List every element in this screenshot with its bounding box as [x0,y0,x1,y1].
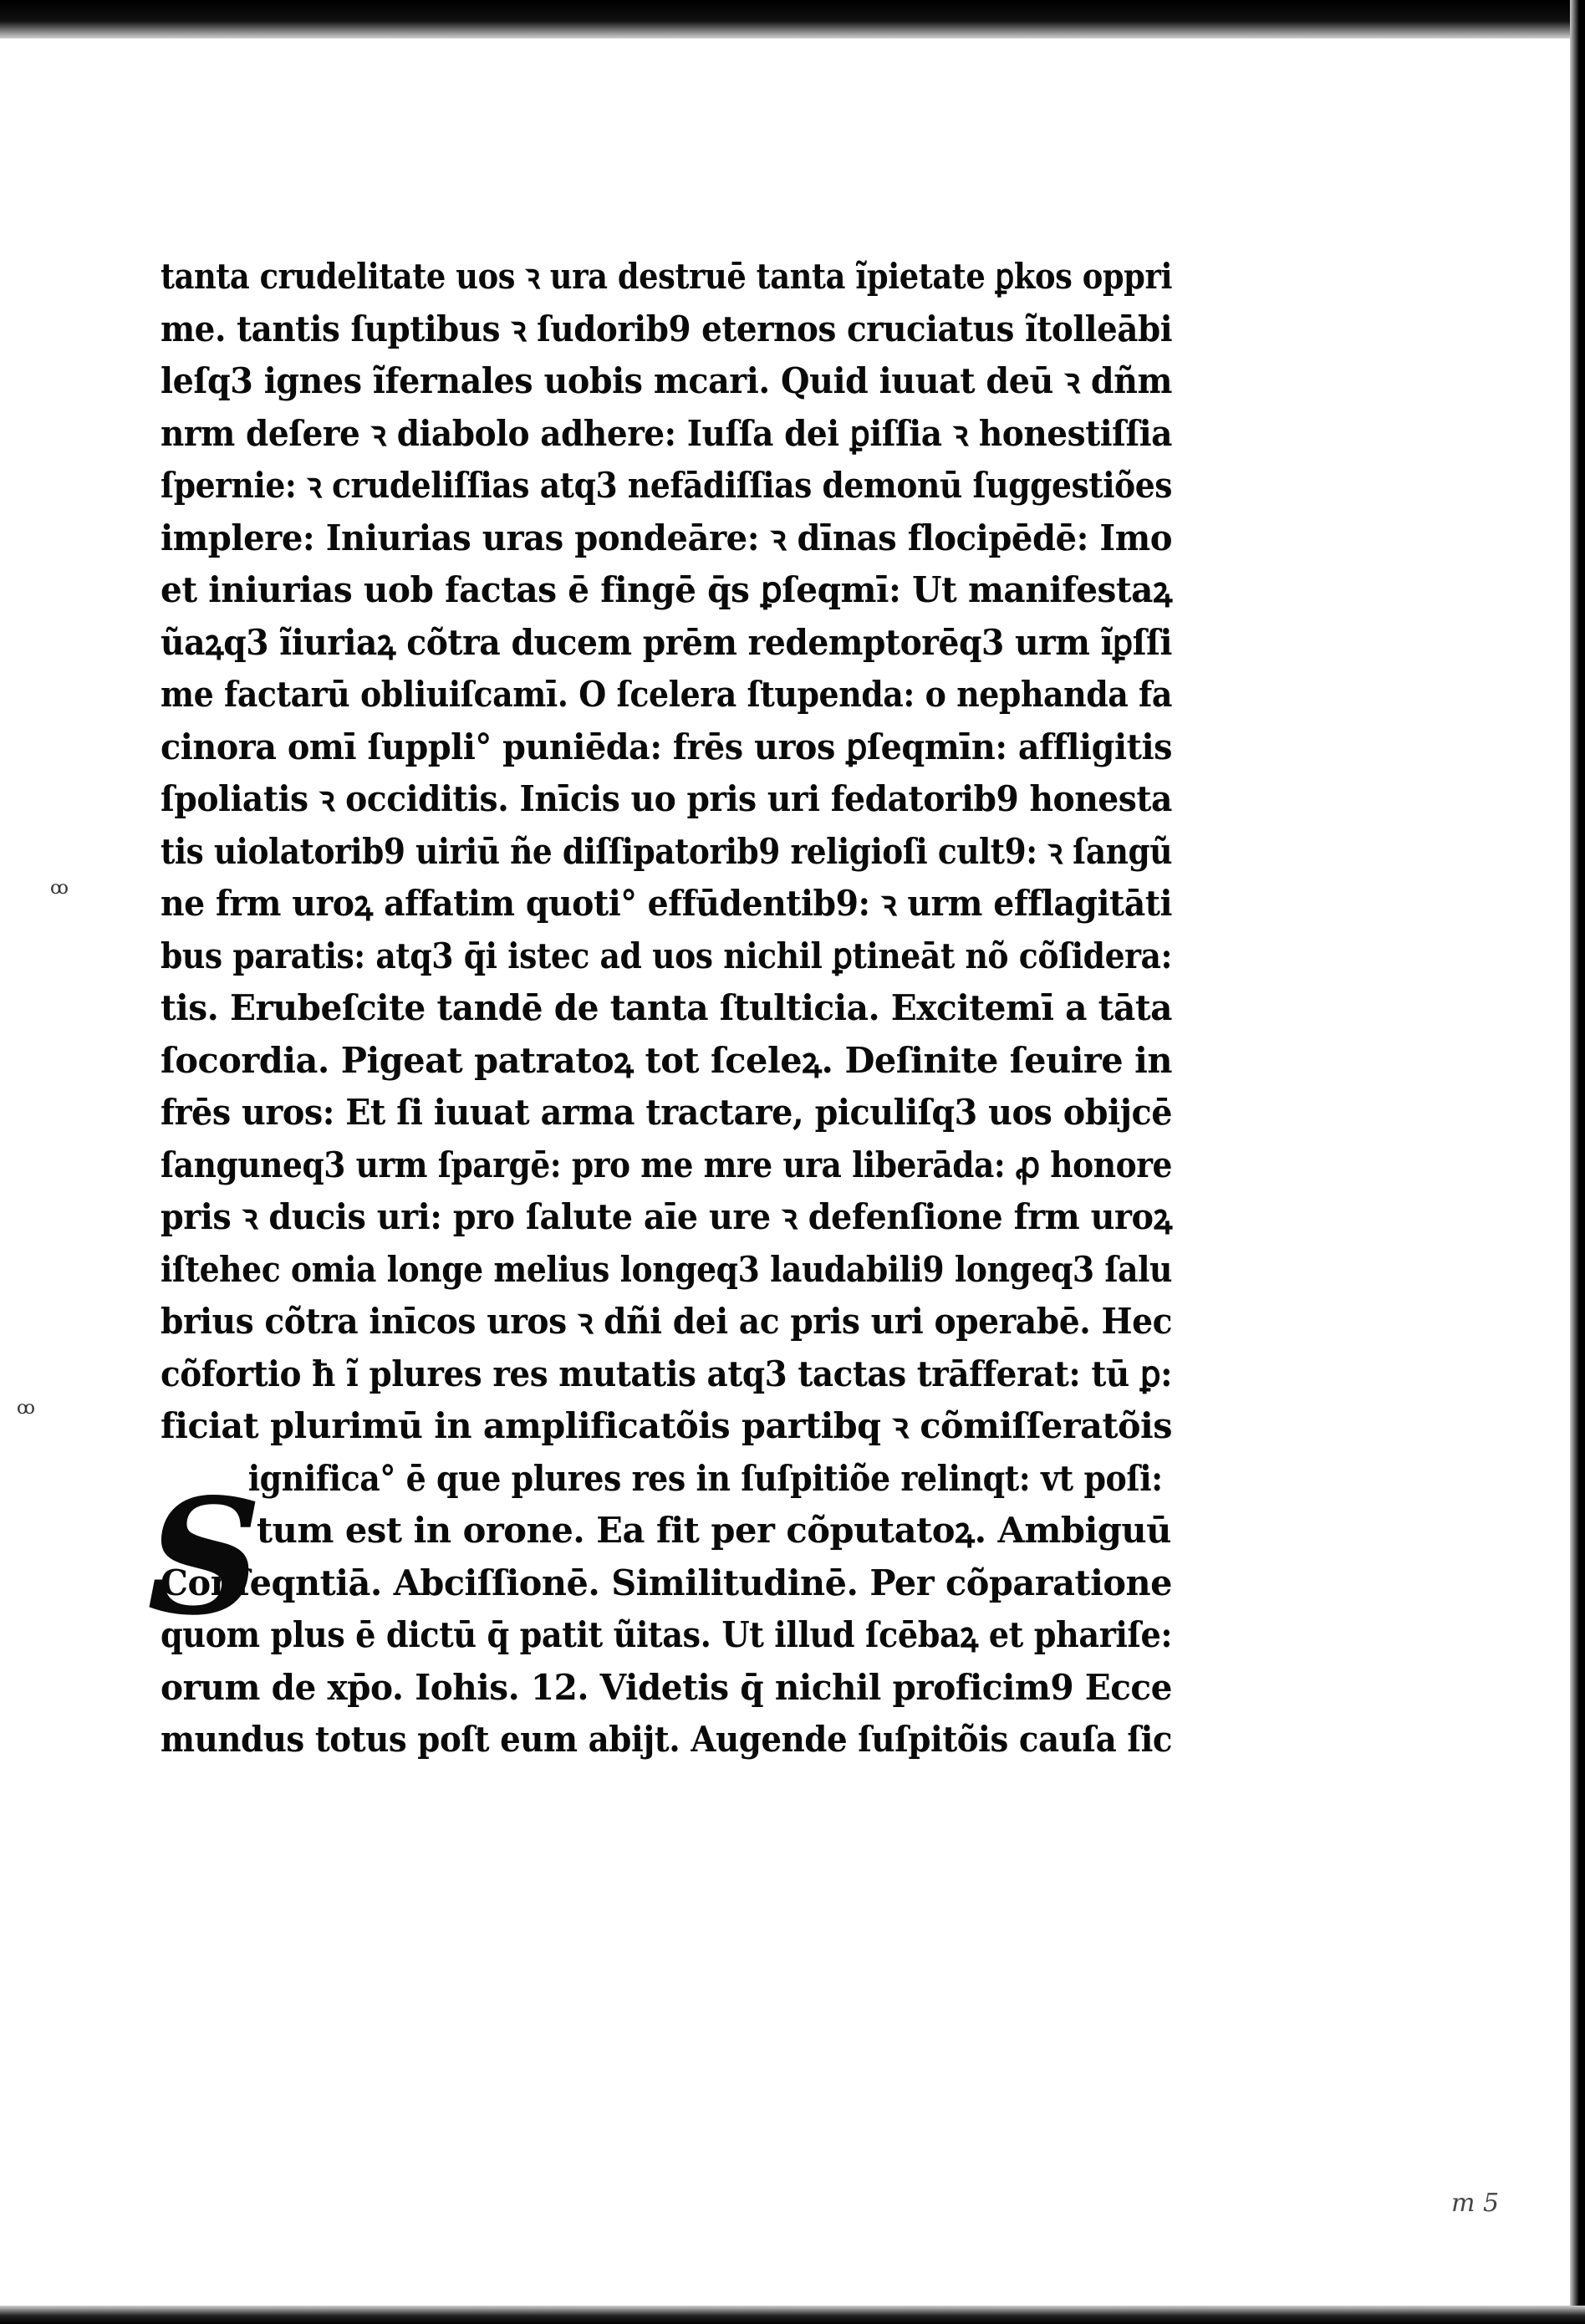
text-line: tum est in orone. Ea fit per cõputatoꝝ. Ambiguū [256,1510,1171,1551]
text-line: ſanguneq3 urm ſpargē: pro me mre ura liberāda: ꝓ honore [161,1144,1172,1185]
text-line: ficiat plurimū in amplificatõis partibq ꝛ cõmiſſeratõis [161,1405,1172,1446]
text-line: ũaꝝq3 ĩiuriaꝝ cõtra ducem prēm redemptorēq3 urm ĩꝑſſi [161,621,1172,663]
margin-mark: ꝏ [50,878,69,899]
text-line: tis uiolatorib9 uiriū ñe diſſipatorib9 religioſi cult9: ꝛ ſangũ [161,830,1172,872]
text-line: mundus totus poſt eum abijt. Augende ſuſpitõis cauſa ſic [161,1719,1172,1760]
scan-border-right [1570,0,1585,2324]
text-line: ſpernie: ꝛ crudeliſſias atq3 nefādiſſias demonū ſuggestiões [161,465,1172,506]
text-line: et iniurias uob factas ē fingē q̄s ꝑſeqmī: Ut manifestaꝝ [161,569,1172,610]
text-line: me factarū obliuiſcamī. O ſcelera ſtupenda: o nephanda fa [161,674,1172,715]
text-line: ſocordia. Pigeat patratoꝝ tot ſceleꝝ. Deſinite ſeuire in [161,1039,1172,1081]
text-line: ignifica° ē que plures res in ſuſpitiõe relinqt: vt poſi: [247,1457,1163,1499]
body-text [161,251,1172,1766]
text-line: ne frm uroꝝ affatim quoti° effūdentib9: ꝛ urm efflagitāti [161,883,1172,924]
text-line: tanta crudelitate uos ꝛ ura destruē tanta ĩpietate ꝑkos oppri [161,256,1172,297]
text-line: implere: Iniurias uras pondeāre: ꝛ dīnas flocipēdē: Imo [161,517,1172,558]
text-line: me. tantis ſuptibus ꝛ ſudorib9 eternos cruciatus ĩtolleābi [161,308,1172,349]
text-line: iſtehec omia longe melius longeq3 laudabili9 longeq3 ſalu [161,1248,1172,1290]
folio-note: m 5 [1451,2189,1500,2218]
text-line: nrm deſere ꝛ diabolo adhere: Iuſſa dei ꝑiſſia ꝛ honestiſſia [161,412,1172,454]
text-line: frēs uros: Et ſi iuuat arma tractare, piculiſq3 uos obijcē [161,1092,1172,1133]
text-line: leſq3 ignes ĩfernales uobis mcari. Quid iuuat deū ꝛ dñm [161,360,1172,401]
text-line: cõfortio ħ ĩ plures res mutatis atq3 tactas trāfferat: tū ꝑ: [161,1353,1172,1394]
text-line: brius cõtra inīcos uros ꝛ dñi dei ac pris uri operabē. Hec [161,1301,1172,1342]
text-line: pris ꝛ ducis uri: pro ſalute aīe ure ꝛ defenſione frm uroꝝ [161,1196,1172,1237]
text-line: quom plus ē dictū q̄ patit ũitas. Ut illud ſcēbaꝝ et phariſe: [161,1614,1172,1655]
scan-border-bottom [0,2306,1585,2324]
text-line: orum de xp̄o. Iohis. 12. Videtis q̄ nichil proficim9 Ecce [161,1666,1172,1708]
text-line: cinora omī ſuppli° puniēda: frēs uros ꝑſeqmīn: affligitis [161,726,1172,767]
text-line: ſpoliatis ꝛ occiditis. Inīcis uo pris uri fedatorib9 honesta [161,778,1172,819]
text-line: Conſeqntiā. Abciſſionē. Similitudinē. Per cõparatione [161,1562,1172,1603]
margin-mark: ꝏ [17,1398,35,1419]
drop-cap-initial: S [147,1464,262,1650]
text-line: tis. Erubeſcite tandē de tanta ſtulticia. Excitemī a tāta [161,987,1172,1028]
scan-border-top [0,0,1585,38]
text-line: bus paratis: atq3 q̄i istec ad uos nichil ꝑtineāt nõ cõſidera: [161,935,1172,976]
